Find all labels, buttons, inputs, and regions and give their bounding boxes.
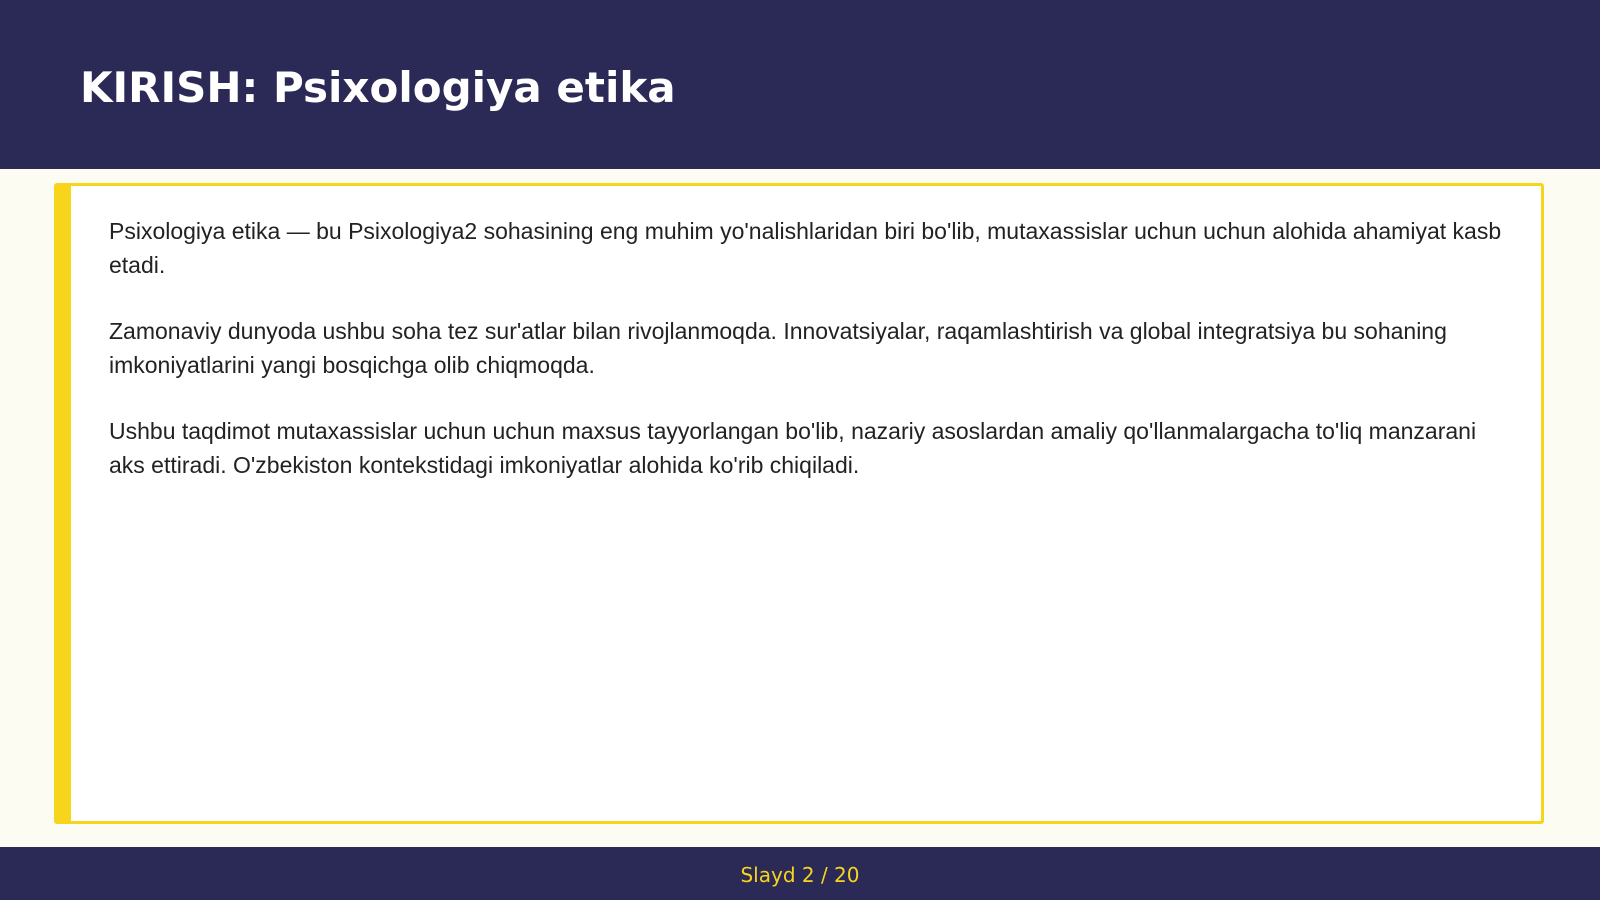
slide-title: KIRISH: Psixologiya etika [80,63,676,112]
body-text [109,214,1509,514]
content-box [54,183,1544,824]
paragraph-3: Ushbu taqdimot mutaxassislar uchun uchun maxsus tayyorlangan bo'lib, nazariy asoslardan amaliy qo'llanmalargacha to'liq manzarani aks ettiradi. O'zbekiston kontekstidagi imkoniyatlar alohida ko'rib chiqiladi. [109,418,1477,478]
paragraph-1: Psixologiya etika — bu Psixologiya2 sohasining eng muhim yo'nalishlaridan biri bo'lib, mutaxassislar uchun uchun alohida ahamiyat kasb etadi. [109,218,1502,278]
slide-header [0,0,1600,169]
paragraph-2: Zamonaviy dunyoda ushbu soha tez sur'atlar bilan rivojlanmoqda. Innovatsiyalar, raqamlashtirish va global integratsiya bu sohaning imkoniyatlarini yangi bosqichga olib chiqmoqda. [109,318,1447,378]
slide-footer [0,847,1600,900]
slide-counter: Slayd 2 / 20 [740,863,860,887]
